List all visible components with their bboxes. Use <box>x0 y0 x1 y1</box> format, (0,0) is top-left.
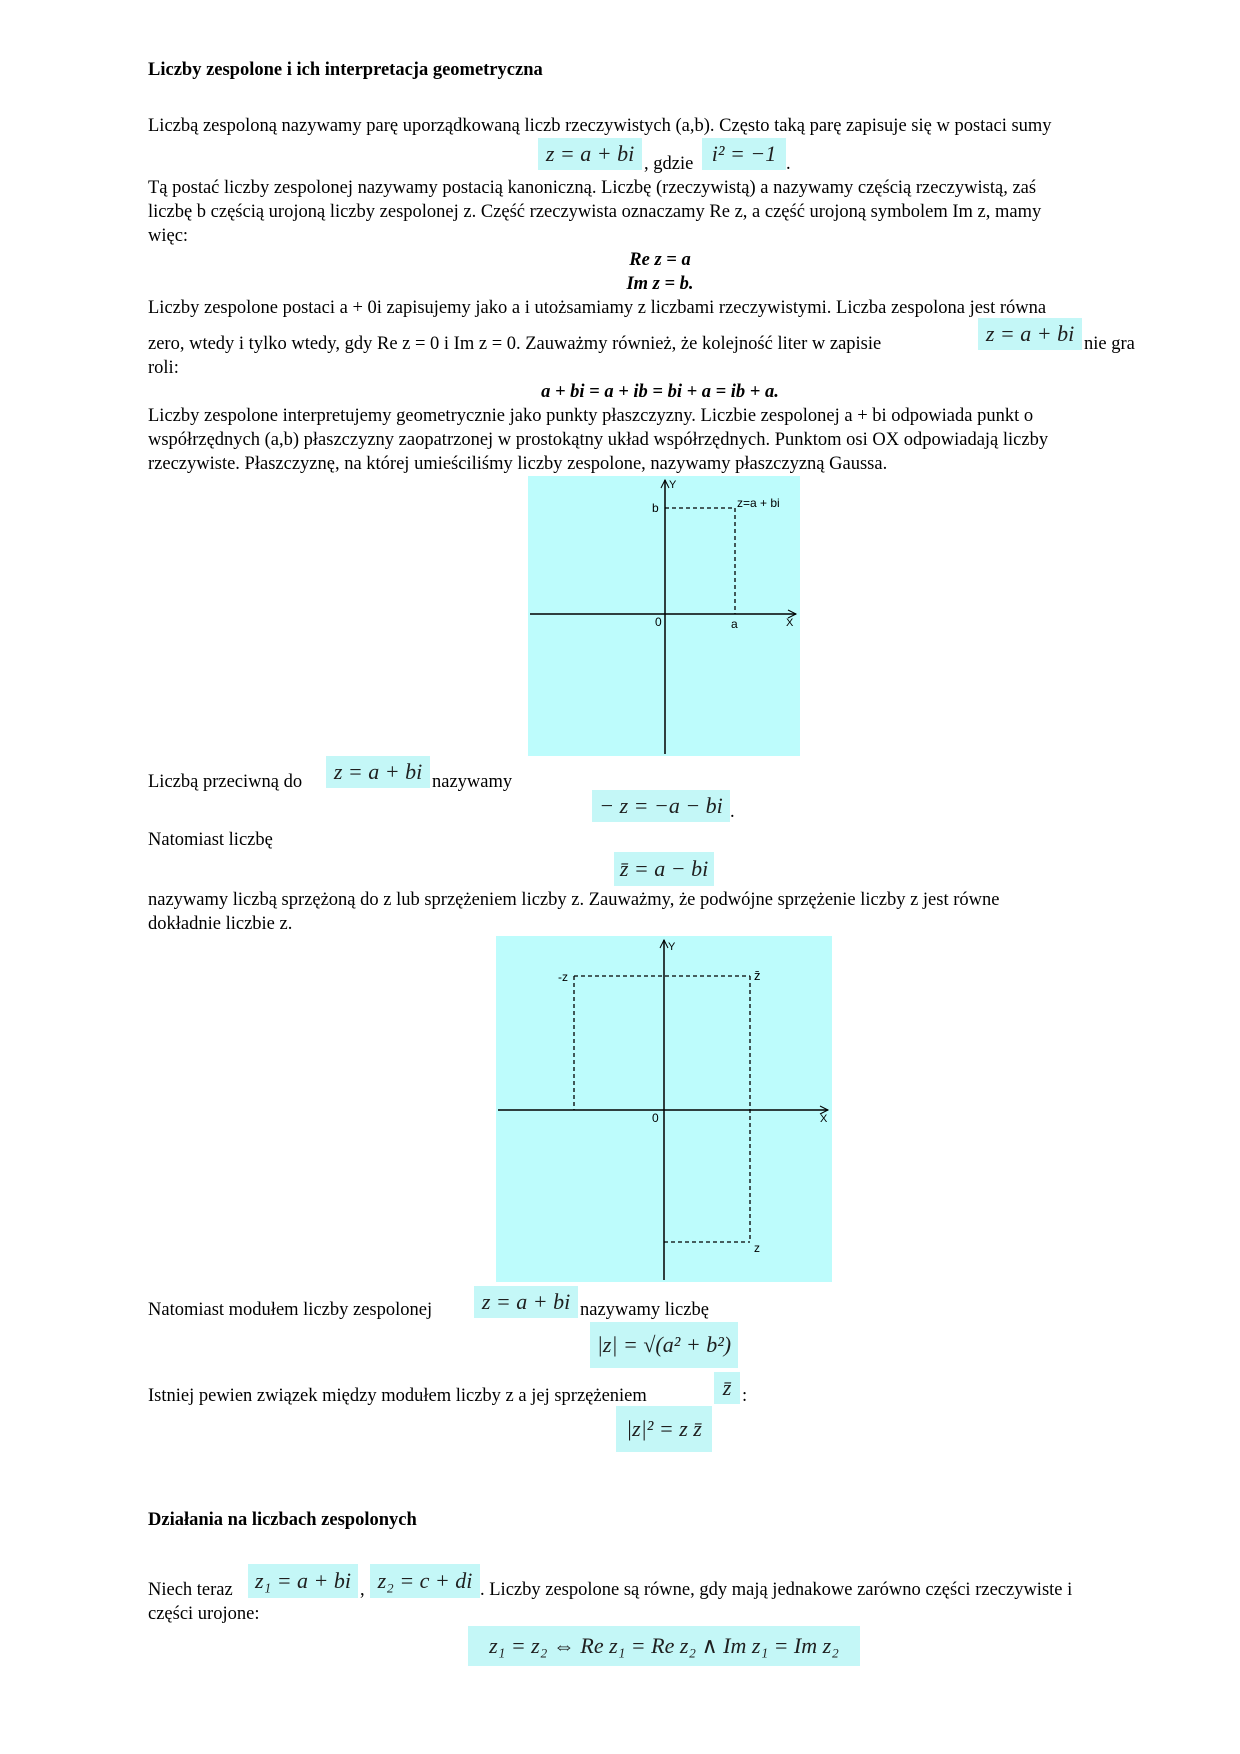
y-axis-label: Y <box>668 941 676 953</box>
paragraph-canonical-line3: więc: <box>148 226 189 246</box>
gauss-plane-svg <box>528 476 800 756</box>
b-label: b <box>652 501 659 515</box>
text-period: . <box>786 154 791 174</box>
text-modulus: Natomiast modułem liczby zespolonej <box>148 1300 433 1320</box>
z-label: z <box>754 1241 760 1255</box>
equation-commutative: a + bi = a + ib = bi + a = ib + a. <box>541 382 779 402</box>
text-relation: Istniej pewien związek między modułem liczby z a jej sprzężeniem <box>148 1386 647 1406</box>
formula-conjugate: z̄ = a − bi <box>614 852 714 886</box>
formula-modulus: |z| = √(a² + b²) <box>590 1322 738 1368</box>
text-nazywamy: nazywamy <box>432 772 513 792</box>
paragraph-conjugate-line1: nazywamy liczbą sprzężoną do z lub sprzężeniem liczby z. Zauważmy, że podwójne sprzężenie liczby z jest równe <box>148 890 1000 910</box>
gauss-plane-figure <box>528 476 800 756</box>
text-gdzie: , gdzie <box>644 154 694 174</box>
x-axis-label: X <box>786 617 794 629</box>
paragraph-geometric-line1: Liczby zespolone interpretujemy geometrycznie jako punkty płaszczyzny. Liczbie zespolonej a + bi odpowiada punkt o <box>148 406 1034 426</box>
origin-label: 0 <box>652 1111 659 1125</box>
conj-z-label: z̄ <box>754 968 761 983</box>
text-colon: : <box>742 1386 748 1406</box>
paragraph-real-line1: Liczby zespolone postaci a + 0i zapisujemy jako a i utożsamiamy z liczbami rzeczywistymi. Liczba zespolona jest równa <box>148 298 1047 318</box>
formula-negation: − z = −a − bi <box>592 790 730 822</box>
formula-z-canonical: z = a + bi <box>538 138 642 170</box>
paragraph-geometric-line2: współrzędnych (a,b) płaszczyzny zaopatrzonej w prostokątny układ współrzędnych. Punktom osi OX odpowiadają liczby <box>148 430 1049 450</box>
equation-im-z: Im z = b. <box>626 274 694 294</box>
y-axis-label: Y <box>669 479 677 491</box>
paragraph-geometric-line3: rzeczywiste. Płaszczyznę, na której umieściliśmy liczby zespolone, nazywamy płaszczyzną Gaussa. <box>148 454 888 474</box>
paragraph-canonical-line1: Tą postać liczby zespolonej nazywamy postacią kanoniczną. Liczbę (rzeczywistą) a nazywamy częścią rzeczywistą, zaś <box>148 178 1037 198</box>
section-heading-operations: Działania na liczbach zespolonych <box>148 1510 417 1530</box>
paragraph-real-line3: roli: <box>148 358 179 378</box>
formula-relation: |z|² = z z̄ <box>616 1406 712 1452</box>
text-comma: , <box>360 1580 365 1600</box>
a-label: a <box>731 617 738 631</box>
formula-z-opposite: z = a + bi <box>326 756 430 788</box>
paragraph-equality-line1: . Liczby zespolone są równe, gdy mają jednakowe zarówno części rzeczywiste i <box>480 1580 1073 1600</box>
paragraph-conjugate-line2: dokładnie liczbie z. <box>148 914 293 934</box>
conjugate-figure <box>496 936 832 1282</box>
origin-label: 0 <box>655 615 662 629</box>
formula-z-inline: z = a + bi <box>978 318 1082 350</box>
x-axis-label: X <box>820 1113 828 1125</box>
formula-equality: z₁ = z₂ ⇔ Re z₁ = Re z₂ ∧ Im z₁ = Im z₂ <box>468 1626 860 1666</box>
point-z-label: z=a + bi <box>737 496 780 510</box>
conjugate-svg <box>496 936 832 1282</box>
section-heading-intro: Liczby zespolone i ich interpretacja geometryczna <box>148 60 543 80</box>
equation-re-z: Re z = a <box>629 250 691 270</box>
formula-z1: z₁ = a + bi <box>248 1564 358 1598</box>
paragraph-real-line2: zero, wtedy i tylko wtedy, gdy Re z = 0 i Im z = 0. Zauważmy również, że kolejność liter w zapisie <box>148 334 882 354</box>
formula-zbar: z̄ <box>714 1372 740 1404</box>
text-natomiast: Natomiast liczbę <box>148 830 273 850</box>
text-nazywamy-liczbe: nazywamy liczbę <box>580 1300 709 1320</box>
neg-z-label: -z <box>558 970 568 984</box>
paragraph-equality-line2: części urojone: <box>148 1604 260 1624</box>
formula-z-modulus: z = a + bi <box>474 1286 578 1318</box>
paragraph-canonical-line2: liczbę b częścią urojoną liczby zespolonej z. Część rzeczywista oznaczamy Re z, a część urojoną symbolem Im z, mamy <box>148 202 1042 222</box>
paragraph-definition: Liczbą zespoloną nazywamy parę uporządkowaną liczb rzeczywistych (a,b). Często taką parę zapisuje się w postaci sumy <box>148 116 1052 136</box>
formula-i-squared: i² = −1 <box>702 138 786 170</box>
text-opposite: Liczbą przeciwną do <box>148 772 303 792</box>
text-niech: Niech teraz <box>148 1580 233 1600</box>
text-neg-period: . <box>730 802 735 822</box>
text-nie-gra: nie gra <box>1084 334 1135 354</box>
formula-z2: z₂ = c + di <box>370 1564 480 1598</box>
